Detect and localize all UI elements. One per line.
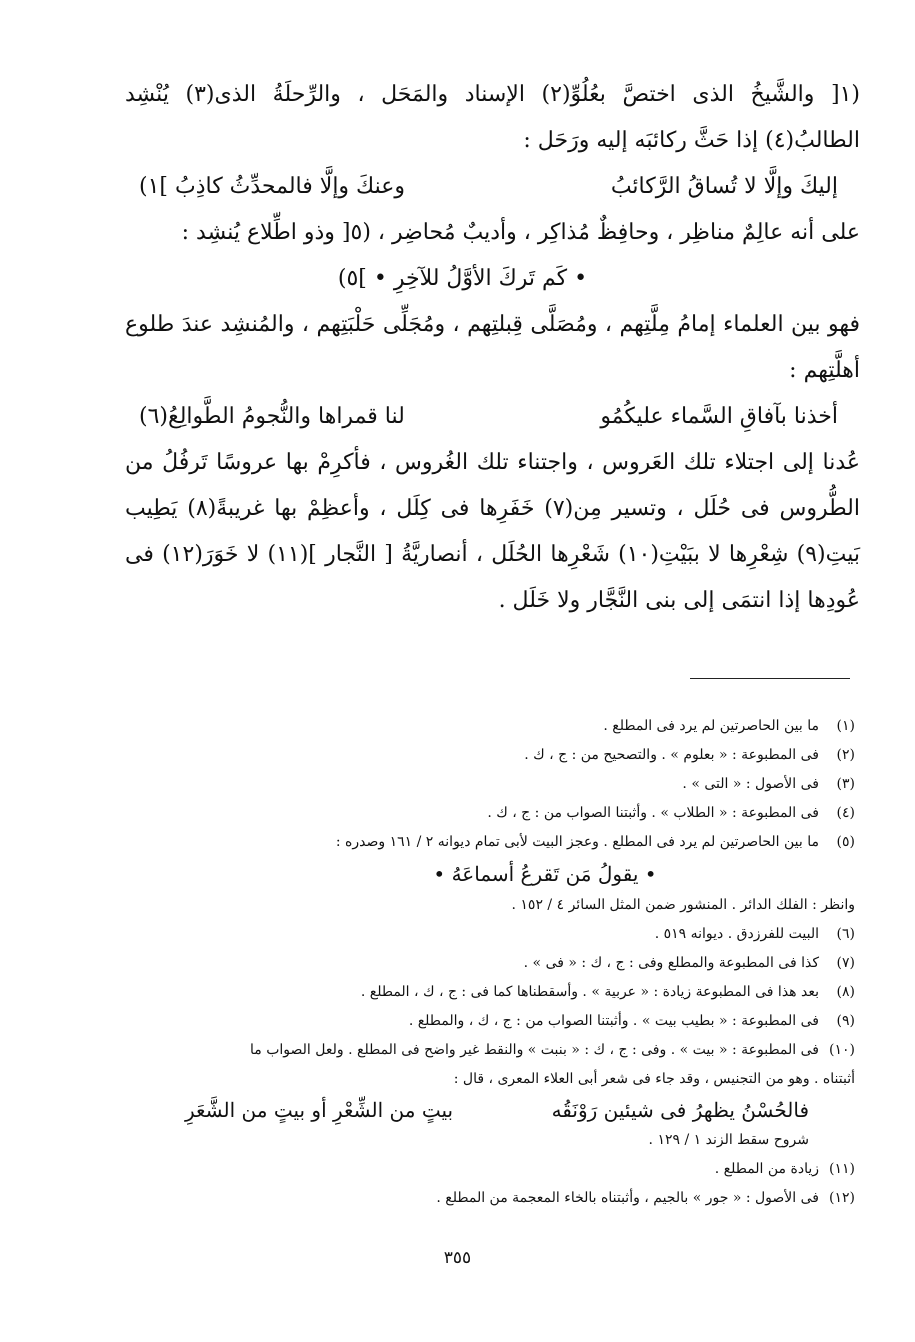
footnote-7 (115, 949, 855, 978)
footnote-8 (115, 978, 855, 1007)
footnote-number: (١١) (829, 1161, 855, 1177)
footnote-text: فى المطبوعة : « الطلاب » . وأثبتنا الصواب من : ج ، ك . (487, 805, 819, 821)
footnote-4 (115, 799, 855, 828)
footnote-number: (٦) (836, 926, 855, 942)
footnote-text: كذا فى المطبوعة والمطلع وفى : ج ، ك : « فى » . (523, 955, 819, 971)
footnote-6 (115, 920, 855, 949)
footnote-number: (٨) (836, 984, 855, 1000)
footnote-number: (١٠) (829, 1042, 855, 1058)
footnote-number: (٩) (836, 1013, 855, 1029)
footnote-5 (115, 828, 855, 857)
footnote-text: زيادة من المطلع . (714, 1161, 819, 1177)
footnote-1 (115, 712, 855, 741)
footnote-text: فى الأصول : « التى » . (682, 776, 819, 792)
footnote-5-verse: • يقولُ مَن تَقرعُ أسماعَهُ • (433, 862, 657, 886)
footnote-text: فى الأصول : « جور » بالجيم ، وأثبتناه بالخاء المعجمة من المطلع . (436, 1190, 819, 1206)
footnote-2 (115, 741, 855, 770)
verse-1-second-hemistich: وعنكَ وإلَّا فالمحدِّثُ كاذِبُ ]١) (139, 174, 405, 199)
poem-first-hemistich: فالحُسْنُ يظهرُ فى شيئين رَوْنَقُه (551, 1098, 809, 1122)
footnote-text: ما بين الحاصرتين لم يرد فى المطلع . (603, 718, 819, 734)
paragraph-4: عُدنا إلى اجتلاء تلك العَروس ، واجتناء تلك الغُروس ، فأكرِمْ بها عروسًا تَرفُلُ من الطُّروس فى حُلَل ، وتسير مِن(٧) خَفَرِها فى كِلَل ، وأعظِمْ بها غريبةً(٨) يَطِيب بَيتِ(٩) شِعْرِها لا ببَيْتِ(١٠) شَعْرِها الحُلَل ، أنصاريَّةُ [ النَّجار ](١١) لا خَوَرَ(١٢) فى عُودِها إذا انتمَى إلى بنى النَّجَّار ولا خَلَل . (125, 450, 860, 613)
footnote-text: فى المطبوعة : « بطيب بيت » . وأثبتنا الصواب من : ج ، ك ، والمطلع . (408, 1013, 819, 1029)
page-number: ٣٥٥ (443, 1248, 472, 1268)
poem-second-hemistich: بيتٍ من الشِّعْرِ أو بيتٍ من الشَّعَرِ (185, 1098, 454, 1122)
verse-2: • كَم تَركَ الأوَّلُ للآخِرِ • ]٥) (337, 266, 588, 291)
footnote-text: بعد هذا فى المطبوعة زيادة : « عربية » . وأسقطناها كما فى : ج ، ك ، المطلع . (360, 984, 819, 1000)
footnote-number: (٥) (836, 834, 855, 850)
footnote-10-source: شروح سقط الزند ١ / ١٢٩ . (648, 1132, 809, 1148)
footnote-text: فى المطبوعة : « بعلوم » . والتصحيح من : ج ، ك . (524, 747, 819, 763)
footnote-number: (٧) (836, 955, 855, 971)
footnote-5-continuation: وانظر : الفلك الدائر . المنشور ضمن المثل السائر ٤ / ١٥٢ . (511, 897, 855, 913)
footnote-11 (115, 1155, 855, 1184)
footnote-9 (115, 1007, 855, 1036)
verse-1 (125, 164, 860, 210)
verse-3 (125, 394, 860, 440)
footnote-separator (690, 678, 850, 679)
footnote-number: (١٢) (829, 1190, 855, 1206)
footnote-number: (١) (836, 718, 855, 734)
footnote-number: (٣) (836, 776, 855, 792)
footnote-text: فى المطبوعة : « بيت » . وفى : ج ، ك : « بنبت » والنقط غير واضح فى المطلع . ولعل الصواب ما (250, 1042, 819, 1058)
verse-3-second-hemistich: لنا قمراها والنُّجومُ الطَّوالِعُ(٦) (139, 404, 405, 429)
paragraph-3: فهو بين العلماء إمامُ مِلَّتِهم ، ومُصَلَّى قِبلتِهم ، ومُجَلِّى حَلْبَتِهم ، والمُنشِد عندَ طلوع أهلَّتِهم : (125, 312, 860, 383)
footnote-text: البيت للفرزدق . ديوانه ٥١٩ . (654, 926, 819, 942)
footnote-10 (115, 1036, 855, 1065)
verse-1-first-hemistich: إليكَ وإلَّا لا تُساقُ الرَّكائبُ (610, 174, 838, 199)
paragraph-1: (١[ والشَّيخُ الذى اختصَّ بعُلُوِّ(٢) الإسناد والمَحَل ، والرِّحلَةُ الذى(٣) يُنْشِد الطالبُ(٤) إذا حَثَّ ركائبَه إليه ورَحَل : (125, 82, 860, 153)
footnote-10-poem (115, 1094, 855, 1126)
verse-3-first-hemistich: أخذنا بآفاقِ السَّماء عليكُمُو (600, 404, 838, 429)
paragraph-2: على أنه عالِمٌ مناظِر ، وحافِظٌ مُذاكِر ، وأديبٌ مُحاضِر ، (٥[ وذو اطِّلاع يُنشِد : (181, 220, 860, 245)
footnote-number: (٤) (836, 805, 855, 821)
footnote-3 (115, 770, 855, 799)
footnote-number: (٢) (836, 747, 855, 763)
footnotes (115, 712, 855, 1213)
footnote-text: ما بين الحاصرتين لم يرد فى المطلع . وعجز البيت لأبى تمام ديوانه ٢ / ١٦١ وصدره : (335, 834, 819, 850)
footnote-10-continuation: أثبتناه . وهو من التجنيس ، وقد جاء فى شعر أبى العلاء المعرى ، قال : (453, 1071, 855, 1087)
footnote-12 (115, 1184, 855, 1213)
main-text (125, 72, 860, 624)
